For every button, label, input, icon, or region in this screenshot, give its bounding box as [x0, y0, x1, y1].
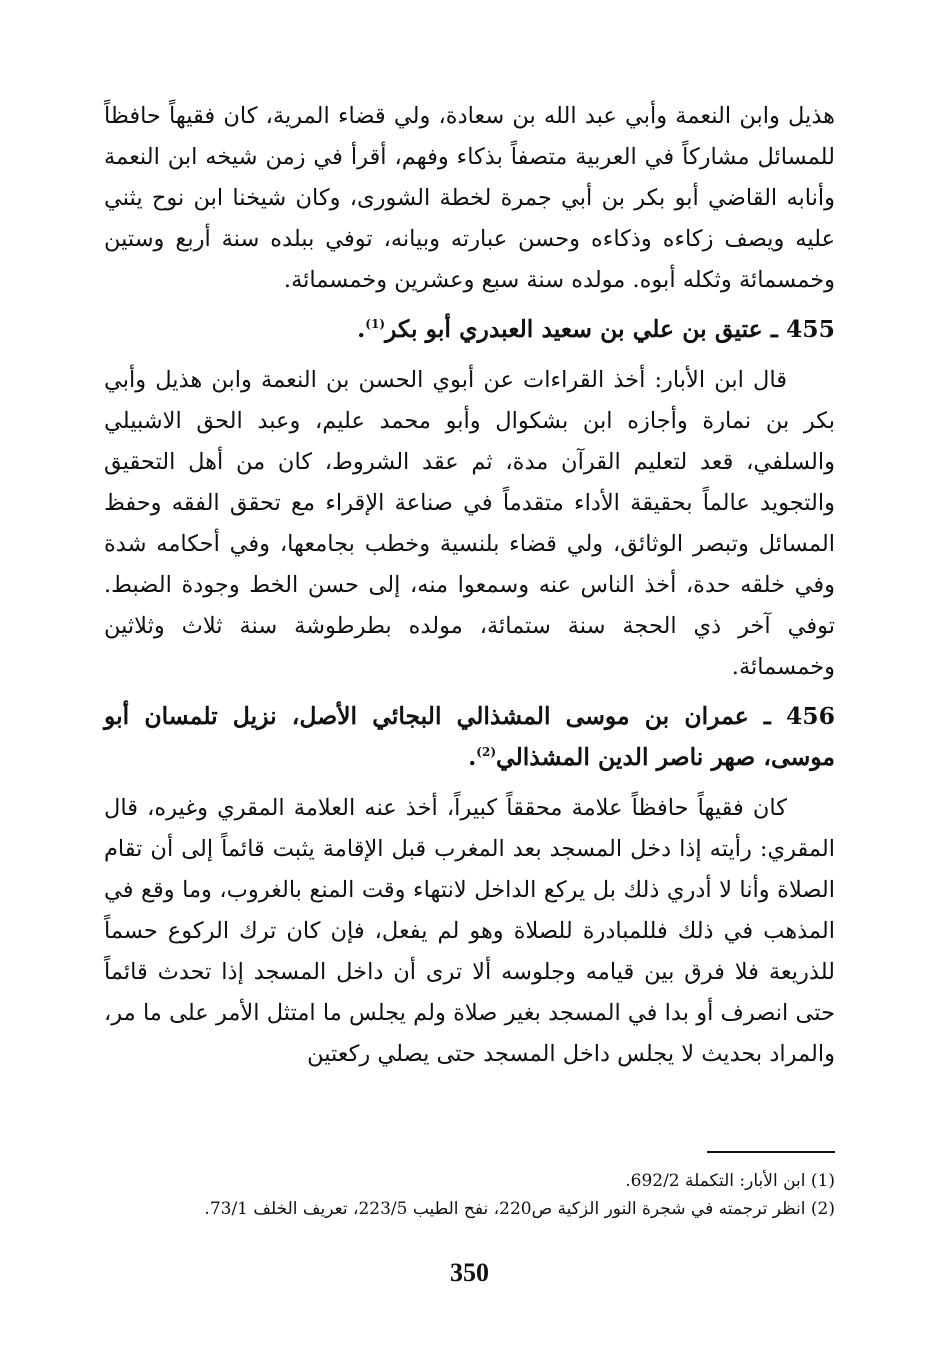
page-number: 350 — [450, 1258, 489, 1287]
entry-body-455: قال ابن الأبار: أخذ القراءات عن أبوي الحسن بن النعمة وابن هذيل وأبي بكر بن نمارة وأجازه ابن بشكوال وأبو محمد عليم، وعبد الحق الاشبيلي والسلفي، قعد لتعليم القرآن مدة، ثم عقد الشروط، كان من أهل التحقيق والتجويد عالماً بحقيقة الأداء متقدماً في صناعة الإقراء مع تحقق الفقه وحفظ المسائل وتبصر الوثائق، ولي قضاء بلنسية وخطب بجامعها، وفي أحكامه شدة وفي خلقه حدة، أخذ الناس عنه وسمعوا منه، إلى حسن الخط وجودة الضبط. توفي آخر ذي الحجة سنة ستمائة، مولده بطرطوشة سنة ثلاث وثلاثين وخمسمائة. — [104, 367, 835, 680]
entry-heading-455 — [104, 309, 835, 350]
entry-body-456: كان فقيهاً حافظاً علامة محققاً كبيراً، أخذ عنه العلامة المقري وغيره، قال المقري: رأيته إذا دخل المسجد بعد المغرب قبل الإقامة يثبت قائماً إلى أن تقام الصلاة وأنا لا أدري ذلك بل يركع الداخل لانتهاء وقت المنع بالغروب، وما وقع في المذهب في ذلك فللمبادرة للصلاة وهو لم يفعل، فإن كان ترك الركوع حسماً للذريعة فلا فرق بين قيامه وجلوسه ألا ترى أن داخل المسجد إذا تحدث قائماً حتى انصرف أو بدا في المسجد بغير صلاة ولم يجلس ما امتثل الأمر على ما مر، والمراد بحديث لا يجلس داخل المسجد حتى يصلي ركعتين — [104, 795, 835, 1067]
footnote-1: (1) ابن الأبار: التكملة 692/2. — [625, 1171, 835, 1191]
entry-number: 455 — [785, 315, 835, 343]
footnote-2: (2) انظر ترجمته في شجرة النور الزكية ص220، نفح الطيب 223/5، تعريف الخلف 73/1. — [204, 1199, 835, 1219]
footnote-ref: (1) — [365, 317, 386, 332]
footnote-ref: (2) — [476, 745, 496, 760]
entry-title: ـ عتيق بن علي بن سعيد العبدري أبو بكر — [385, 315, 786, 343]
page-body — [104, 96, 835, 1075]
entry-title-end: . — [357, 315, 366, 343]
entry-title: ـ عمران بن موسى المشذالي البجائي الأصل، نزيل تلمسان أبو موسى، صهر ناصر الدين المشذالي — [104, 702, 835, 771]
intro-paragraph: هذيل وابن النعمة وأبي عبد الله بن سعادة، ولي قضاء المرية، كان فقيهاً حافظاً للمسائل مشاركاً في العربية متصفاً بذكاء وفهم، أقرأ في زمن شيخه ابن النعمة وأنابه القاضي أبو بكر بن أبي جمرة لخطة الشورى، وكان شيخنا ابن نوح يثني عليه ويصف زكاءه وذكاءه وحسن عبارته وبيانه، توفي ببلده سنة أربع وستين وخمسمائة وثكله أبوه. مولده سنة سبع وعشرين وخمسمائة. — [104, 103, 835, 293]
entry-heading-456 — [104, 696, 835, 778]
entry-title-end: . — [468, 743, 477, 771]
footnotes — [104, 1167, 835, 1223]
footnote-separator — [707, 1151, 835, 1153]
entry-number: 456 — [785, 702, 835, 730]
